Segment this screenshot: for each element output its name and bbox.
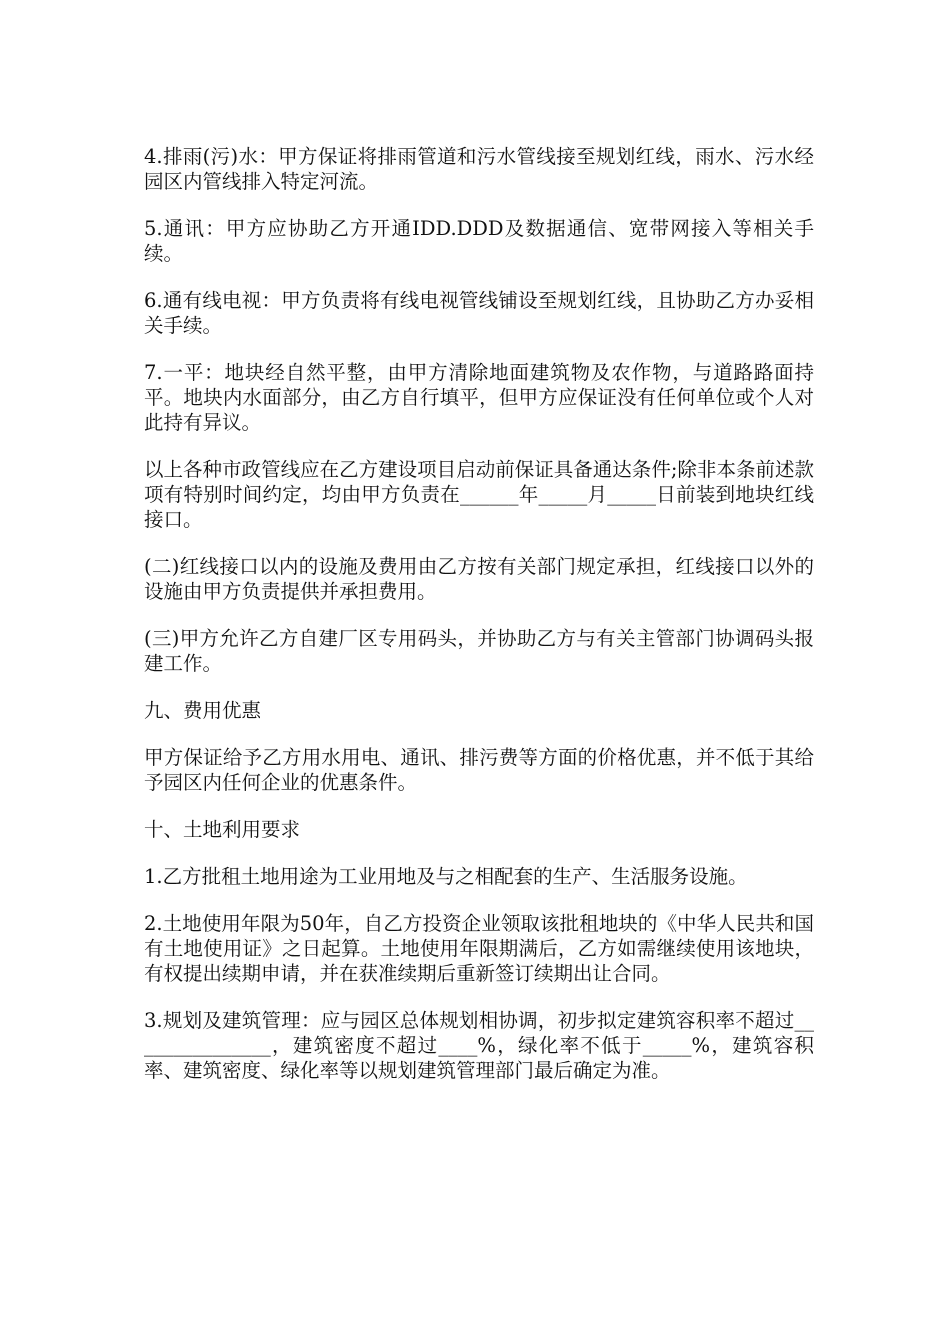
clause-7-leveling: 7.一平：地块经自然平整，由甲方清除地面建筑物及农作物，与道路路面持平。地块内水面部分，由乙方自行填平，但甲方应保证没有任何单位或个人对此持有异议。 [144, 361, 814, 434]
utilities-deadline-paragraph: 以上各种市政管线应在乙方建设项目启动前保证具备通达条件;除非本条前述款项有特别时间约定，均由甲方负责在______年_____月_____日前装到地块红线接口。 [144, 458, 814, 531]
clause-4-drainage: 4.排雨(污)水：甲方保证将排雨管道和污水管线接至规划红线，雨水、污水经园区内管线排入特定河流。 [144, 145, 814, 193]
heading-fee-discount: 九、费用优惠 [144, 699, 262, 722]
land-use-clause-3: 3.规划及建筑管理：应与园区总体规划相协调，初步拟定建筑容积率不超过_______________，建筑密度不超过____%，绿化率不低于_____%，建筑容积率、建筑密度、绿化率等以规划建筑管理部门最后确定为准。 [144, 1009, 814, 1082]
heading-land-use-requirements: 十、土地利用要求 [144, 818, 301, 841]
clause-6-cable-tv: 6.通有线电视：甲方负责将有线电视管线铺设至规划红线，且协助乙方办妥相关手续。 [144, 289, 814, 337]
land-use-clause-1: 1.乙方批租土地用途为工业用地及与之相配套的生产、生活服务设施。 [144, 865, 748, 888]
clause-5-telecom: 5.通讯：甲方应协助乙方开通IDD.DDD及数据通信、宽带网接入等相关手续。 [144, 217, 814, 265]
fee-discount-paragraph: 甲方保证给予乙方用水用电、通讯、排污费等方面的价格优惠，并不低于其给予园区内任何企业的优惠条件。 [144, 746, 814, 794]
section-3-private-dock: (三)甲方允许乙方自建厂区专用码头，并协助乙方与有关主管部门协调码头报建工作。 [144, 627, 814, 675]
section-2-red-line-facilities: (二)红线接口以内的设施及费用由乙方按有关部门规定承担，红线接口以外的设施由甲方负责提供并承担费用。 [144, 555, 814, 603]
land-use-clause-2: 2.土地使用年限为50年，自乙方投资企业领取该批租地块的《中华人民共和国有土地使用证》之日起算。土地使用年限期满后，乙方如需继续使用该地块，有权提出续期申请，并在获准续期后重新签订续期出让合同。 [144, 912, 814, 985]
document-body [144, 144, 814, 1083]
